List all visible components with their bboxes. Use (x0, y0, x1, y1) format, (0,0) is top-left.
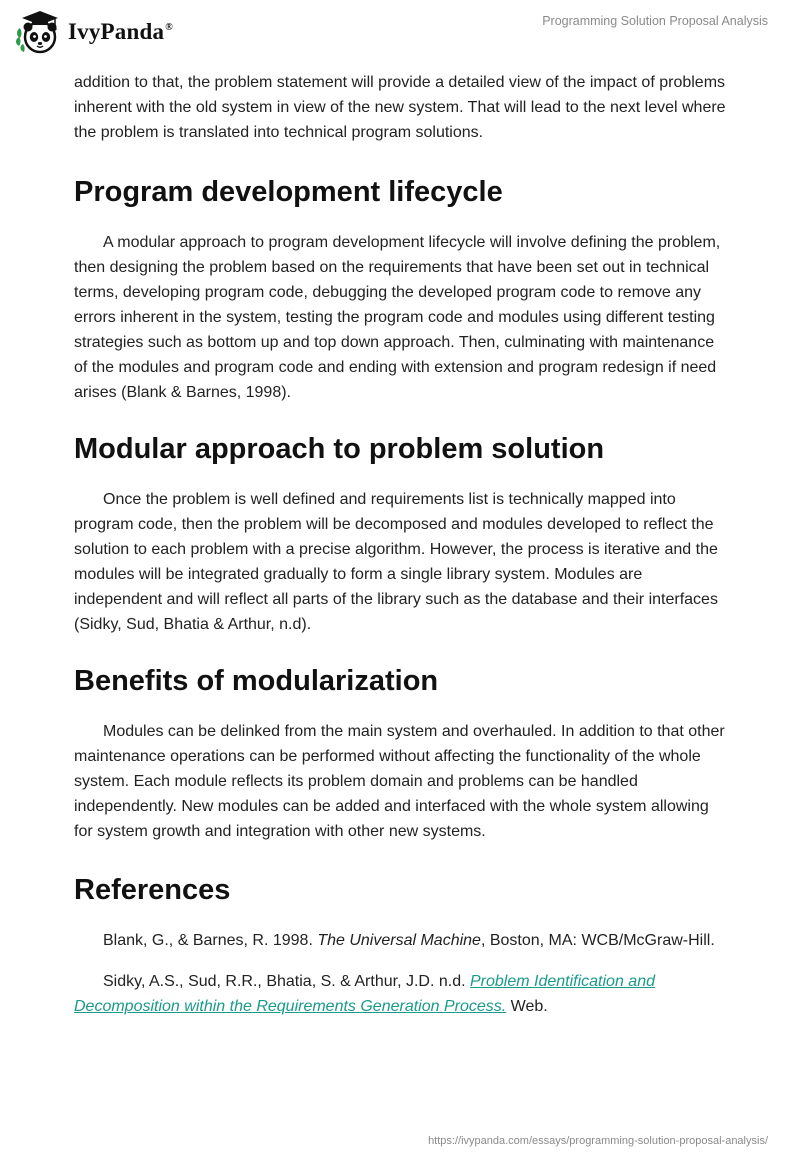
brand-name: IvyPanda® (68, 19, 173, 44)
document-title: Programming Solution Proposal Analysis (542, 14, 768, 28)
section-paragraph-benefits: Modules can be delinked from the main system and overhauled. In addition to that other maintenance operations can be performed without affecting the functionality of the whole system. Each module reflects its problem domain and problems can be handled independently. New modules can be added and interfaced with the whole system allowing for system growth and integration with other new systems. (74, 723, 725, 840)
section-heading-lifecycle: Program development lifecycle (74, 176, 503, 208)
section-heading-benefits: Benefits of modularization (74, 665, 439, 697)
book-title: The Universal Machine (317, 932, 481, 949)
ivypanda-logo[interactable] (14, 8, 173, 56)
footer-url: https://ivypanda.com/essays/programming-solution-proposal-analysis/ (428, 1135, 768, 1147)
registered-mark: ® (165, 22, 173, 34)
section-paragraph-modular-approach: Once the problem is well defined and requirements list is technically mapped into program code, then the problem will be decomposed and modules developed to reflect the solution to each problem with a precise algorithm. However, the process is iterative and the modules will be integrated gradually to form a single library system. Modules are independent and will reflect all parts of the library such as the database and their interfaces (Sidky, Sud, Bhatia & Arthur, n.d). (74, 491, 718, 633)
reference-link[interactable]: Problem Identification and Decomposition within the Requirements Generation Process. (74, 973, 655, 1015)
reference-blank-barnes: Blank, G., & Barnes, R. 1998. The Universal Machine, Boston, MA: WCB/McGraw-Hill. (103, 932, 715, 949)
section-paragraph-lifecycle: A modular approach to program development lifecycle will involve defining the problem, then designing the problem based on the requirements that have been set out in technical terms, developing program code, debugging the developed program code to remove any errors inherent in the system, testing the program code and modules using different testing strategies such as bottom up and top down approach. Then, culminating with maintenance of the modules and program code and ending with extension and program redesign if need arises (Blank & Barnes, 1998). (74, 234, 721, 401)
intro-paragraph: addition to that, the problem statement will provide a detailed view of the impact of problems inherent with the old system in view of the new system. That will lead to the next level where the problem is translated into technical program solutions. (74, 74, 726, 141)
references-heading: References (74, 874, 231, 906)
reference-sidky: Sidky, A.S., Sud, R.R., Bhatia, S. & Arthur, J.D. n.d. Problem Identification and Decomposition within the Requirements Generation Process. Web. (74, 973, 655, 1015)
page-header (0, 0, 800, 60)
panda-graduate-icon (14, 8, 62, 56)
essay-content (74, 70, 728, 1019)
section-heading-modular-approach: Modular approach to problem solution (74, 433, 605, 465)
